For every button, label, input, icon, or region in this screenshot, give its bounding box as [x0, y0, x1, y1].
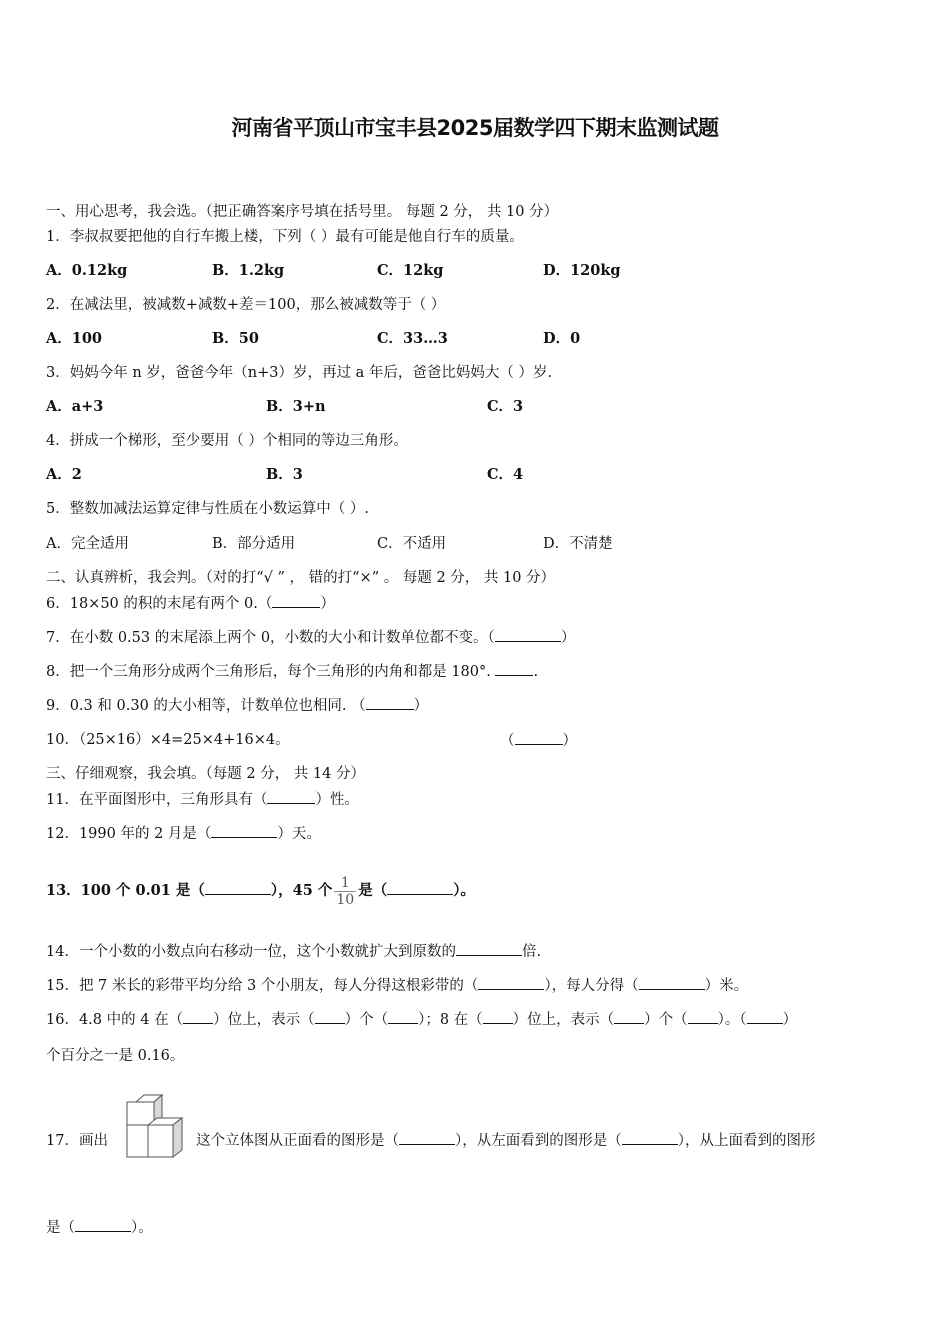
q15-mid: ），每人分得（: [544, 978, 639, 994]
q16-answer-blank-1[interactable]: [183, 1009, 213, 1024]
q1-option-b: B．1.2kg: [212, 262, 285, 279]
q17-mid2: ），从左面看到的图形是（: [454, 1133, 622, 1149]
cube-stack-figure: [124, 1094, 186, 1162]
q14-answer-blank[interactable]: [456, 941, 522, 956]
q17-line2: [46, 1217, 153, 1238]
q11-text: 11．在平面图形中，三角形具有（: [46, 792, 268, 808]
question-13: [46, 871, 475, 911]
q17-answer-blank-1[interactable]: [399, 1130, 455, 1145]
q17-line2-end: ）。: [131, 1220, 153, 1236]
q16-answer-blank-7[interactable]: [747, 1009, 783, 1024]
question-9: [46, 695, 428, 716]
q17-answer-blank-3[interactable]: [75, 1217, 131, 1232]
q15-answer-blank-2[interactable]: [639, 975, 705, 990]
question-3: 3．妈妈今年 n 岁，爸爸今年（n+3）岁，再过 a 年后，爸爸比妈妈大（ ）岁.: [46, 365, 553, 381]
q17-line2-text: 是（: [46, 1220, 75, 1236]
q13-mid1: ），45 个: [270, 882, 333, 899]
q13-answer-blank-2[interactable]: [387, 880, 453, 895]
q17-mid3: ），从上面看到的图形: [677, 1133, 816, 1149]
section-3-heading: 三、仔细观察，我会填。（每题 2 分， 共 14 分）: [46, 766, 365, 782]
q4-option-c: C．4: [487, 466, 524, 483]
q6-answer-blank[interactable]: [272, 593, 320, 608]
q15-text: 15．把 7 米长的彩带平均分给 3 个小朋友，每人分得这根彩带的（: [46, 978, 479, 994]
q9-close: ）: [413, 698, 429, 714]
section-2-heading: 二、认真辨析，我会判。（对的打“√ ” ， 错的打“×” 。 每题 2 分， 共 10 分）: [46, 570, 556, 586]
q15-answer-blank-1[interactable]: [478, 975, 544, 990]
q13-end: ）。: [453, 882, 475, 899]
q16-part: ）: [782, 1012, 798, 1028]
fraction-one-tenth: [334, 875, 356, 908]
question-8: [46, 661, 538, 682]
question-6: [46, 593, 335, 614]
q16-part: ）个（: [344, 1012, 389, 1028]
q14-end: 倍.: [521, 944, 542, 960]
q1-option-c: C．12kg: [377, 262, 444, 279]
q10-text: 10．（25×16）×4=25×4+16×4。: [46, 732, 290, 748]
q16-part: ）位上，表示（: [512, 1012, 615, 1028]
q7-text: 7．在小数 0.53 的末尾添上两个 0，小数的大小和计数单位都不变。（: [46, 630, 495, 646]
question-16: [46, 1009, 797, 1030]
q16-part: ）位上，表示（: [213, 1012, 315, 1028]
question-14: [46, 941, 541, 962]
q14-text: 14．一个小数的小数点向右移动一位，这个小数就扩大到原数的: [46, 944, 456, 960]
q16-line2: 个百分之一是 0.16。: [46, 1048, 185, 1064]
page-title: 河南省平顶山市宝丰县2025届数学四下期末监测试题: [231, 116, 719, 140]
question-2: 2．在减法里，被减数+减数+差＝100，那么被减数等于（ ）: [46, 297, 446, 313]
q9-text: 9．0.3 和 0.30 的大小相等，计数单位也相同. （: [46, 698, 366, 714]
q10-answer-blank[interactable]: [515, 730, 563, 745]
q16-answer-blank-5[interactable]: [614, 1009, 644, 1024]
q12-answer-blank[interactable]: [211, 823, 277, 838]
q12-end: ）天。: [277, 826, 321, 842]
q10-open: （: [500, 733, 515, 749]
q16-part: 16．4.8 中的 4 在（: [46, 1012, 184, 1028]
fraction-denominator: 10: [336, 891, 355, 908]
q11-answer-blank[interactable]: [267, 789, 315, 804]
q9-answer-blank[interactable]: [366, 695, 414, 710]
section-1-heading: 一、用心思考，我会选。（把正确答案序号填在括号里。 每题 2 分， 共 10 分）: [46, 204, 559, 220]
question-12: [46, 823, 321, 844]
q10-close: ）: [562, 733, 577, 749]
q1-option-a: A．0.12kg: [46, 262, 128, 279]
q13-mid2: 是（: [358, 882, 388, 899]
q16-answer-blank-4[interactable]: [483, 1009, 513, 1024]
q10-answer: [500, 730, 577, 751]
q3-option-a: A．a+3: [46, 398, 104, 415]
q5-option-d: D．不清楚: [543, 536, 613, 552]
q15-end: ）米。: [704, 978, 749, 994]
q16-answer-blank-6[interactable]: [688, 1009, 718, 1024]
q8-text: 8．把一个三角形分成两个三角形后，每个三角形的内角和都是 180°.: [46, 664, 491, 680]
q13-answer-blank-1[interactable]: [205, 880, 271, 895]
q13-text: 13．100 个 0.01 是（: [46, 882, 205, 899]
q12-text: 12．1990 年的 2 月是（: [46, 826, 212, 842]
q16-part: ）；8 在（: [418, 1012, 483, 1028]
question-15: [46, 975, 748, 996]
q5-option-a: A．完全适用: [46, 536, 129, 552]
q8-answer-blank[interactable]: [495, 661, 533, 676]
fraction-numerator: 1: [334, 875, 356, 892]
q5-option-c: C．不适用: [377, 536, 447, 552]
q3-option-b: B．3+n: [266, 398, 326, 415]
q3-option-c: C．3: [487, 398, 524, 415]
question-10: [46, 730, 290, 750]
q17-mid: 这个立体图从正面看的图形是（: [195, 1133, 399, 1149]
q2-option-d: D．0: [543, 330, 581, 347]
question-7: [46, 627, 575, 648]
q16-part: ）。（: [717, 1012, 747, 1028]
q2-option-b: B．50: [212, 330, 259, 347]
q6-text: 6．18×50 的积的末尾有两个 0.（: [46, 596, 273, 612]
q4-option-a: A．2: [46, 466, 82, 483]
q16-answer-blank-2[interactable]: [315, 1009, 345, 1024]
question-1: 1．李叔叔要把他的自行车搬上楼，下列（ ）最有可能是他自行车的质量。: [46, 229, 524, 245]
question-5: 5．整数加减法运算定律与性质在小数运算中（ ）.: [46, 501, 369, 517]
q16-answer-blank-3[interactable]: [388, 1009, 418, 1024]
q1-option-d: D．120kg: [543, 262, 621, 279]
q2-option-c: C．33…3: [377, 330, 448, 347]
q6-close: ）: [320, 596, 335, 612]
question-4: 4．拼成一个梯形，至少要用（ ）个相同的等边三角形。: [46, 433, 408, 449]
q8-end: .: [533, 664, 539, 680]
q16-part: ）个（: [644, 1012, 688, 1028]
q4-option-b: B．3: [266, 466, 303, 483]
q17-answer-blank-2[interactable]: [622, 1130, 678, 1145]
q11-end: ）性。: [315, 792, 359, 808]
question-11: [46, 789, 359, 810]
q7-close: ）: [560, 630, 576, 646]
q7-answer-blank[interactable]: [495, 627, 561, 642]
q17-text: 17．画出: [46, 1133, 108, 1149]
q5-option-b: B．部分适用: [212, 536, 296, 552]
q2-option-a: A．100: [46, 330, 103, 347]
